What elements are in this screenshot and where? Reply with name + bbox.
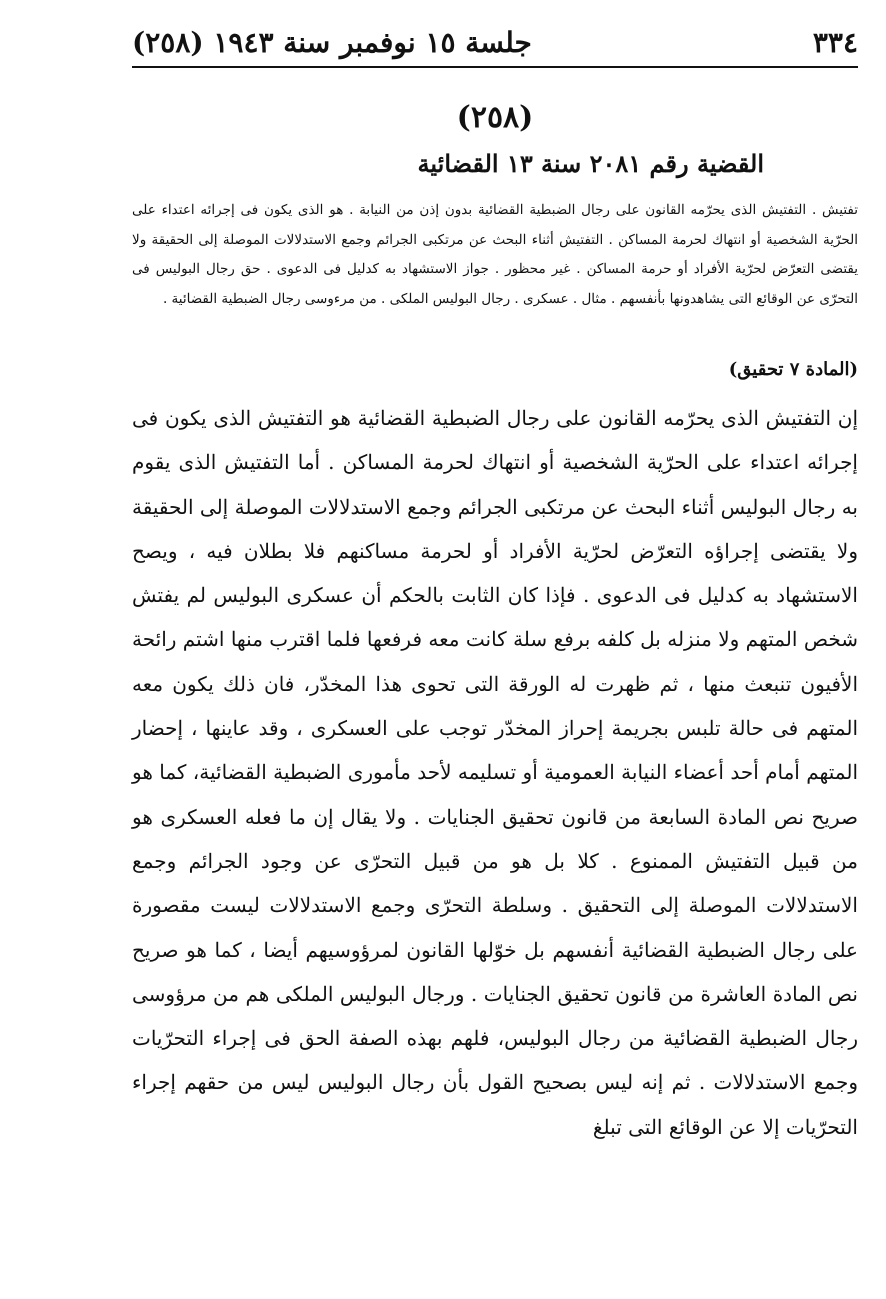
headnote-item: عسكرى .	[514, 290, 569, 307]
headnote	[132, 196, 858, 314]
legal-reference: (المادة ٧ تحقيق)	[728, 359, 858, 380]
headnote-item: غير محظور .	[494, 261, 571, 277]
headnote-item: حق رجال البوليس فى التحرّى عن الوقائع التى يشاهدونها بأنفسهم .	[132, 261, 858, 307]
session-heading: جلسة ١٥ نوفمبر سنة ١٩٤٣ (٢٥٨)	[132, 25, 532, 59]
running-header	[132, 20, 858, 64]
judgment-body	[132, 396, 858, 1149]
headnote-item: التفتيش الذى يحرّمه القانون على رجال الضبطية القضائية بدون إذن من النيابة .	[349, 202, 807, 218]
case-number: (٢٥٨)	[456, 100, 534, 135]
page-number: ٣٣٤	[812, 25, 858, 59]
headnote-item: هو الذى يكون فى إجرائه اعتداء على الحرّية الشخصية أو انتهاك لحرمة المساكن .	[132, 202, 858, 248]
headnote-item: التفتيش أثناء البحث عن مرتكبى الجرائم وجمع الاستدلالات الموصلة إلى الحقيقة ولا يقتضى التعرّض لحرّية الأفراد أو حرمة المساكن .	[132, 231, 858, 277]
headnote-item: من مرءوسى رجال الضبطية القضائية .	[162, 290, 377, 307]
case-title: القضية رقم ٢٠٨١ سنة ١٣ القضائية	[417, 149, 764, 178]
body-paragraph: إن التفتيش الذى يحرّمه القانون على رجال الضبطية القضائية هو التفتيش الذى يكون فى إجرائه اعتداء على الحرّية الشخصية أو انتهاك لحرمة المساكن . أما التفتيش الذى يقوم به رجال البوليس أثناء البحث عن مرتكبى الجرائم وجمع الاستدلالات الموصلة إلى الحقيقة ولا يقتضى إجراؤه التعرّض لحرّية الأفراد أو لحرمة مساكنهم فلا بطلان فيه ، ويصح الاستشهاد به كدليل فى الدعوى . فإذا كان الثابت بالحكم أن عسكرى البوليس لم يفتش شخص المتهم ولا منزله بل كلفه برفع سلة كانت معه فرفعها فلما اقترب منها اشتم رائحة الأفيون تنبعث منها ، ثم ظهرت له الورقة التى تحوى هذا المخدّر، فان ذلك يكون معه المتهم فى حالة تلبس بجريمة إحراز المخدّر توجب على العسكرى ، وقد عاينها ، إحضار المتهم أمام أحد أعضاء النيابة العمومية أو تسليمه لأحد مأمورى الضبطية القضائية، كما هو صريح نص المادة السابعة من قانون تحقيق الجنايات . ولا يقال إن ما فعله العسكرى هو من قبيل التفتيش الممنوع . كلا بل هو من قبيل التحرّى عن وجود الجرائم وجمع الاستدلالات الموصلة إلى التحقيق . وسلطة التحرّى وجمع الاستدلالات ليست مقصورة على رجال الضبطية القضائية أنفسهم بل خوّلها القانون لمرؤوسيهم أيضا ، كما هو صريح نص المادة العاشرة من قانون تحقيق الجنايات . ورجال البوليس الملكى هم من مرؤوسى رجال الضبطية القضائية من رجال البوليس، فلهم بهذه الصفة الحق فى إجراء التحرّيات وجمع الاستدلالات . ثم إنه ليس بصحيح القول بأن رجال البوليس ليس من حقهم إجراء التحرّيات إلا عن الوقائع التى تبلغ	[132, 406, 859, 1139]
headnote-item: مثال .	[572, 290, 607, 307]
headnote-item: جواز الاستشهاد به كدليل فى الدعوى .	[266, 261, 489, 277]
headnote-item: تفتيش .	[811, 202, 858, 218]
headnote-item: رجال البوليس الملكى .	[381, 290, 511, 307]
header-divider	[132, 66, 858, 68]
